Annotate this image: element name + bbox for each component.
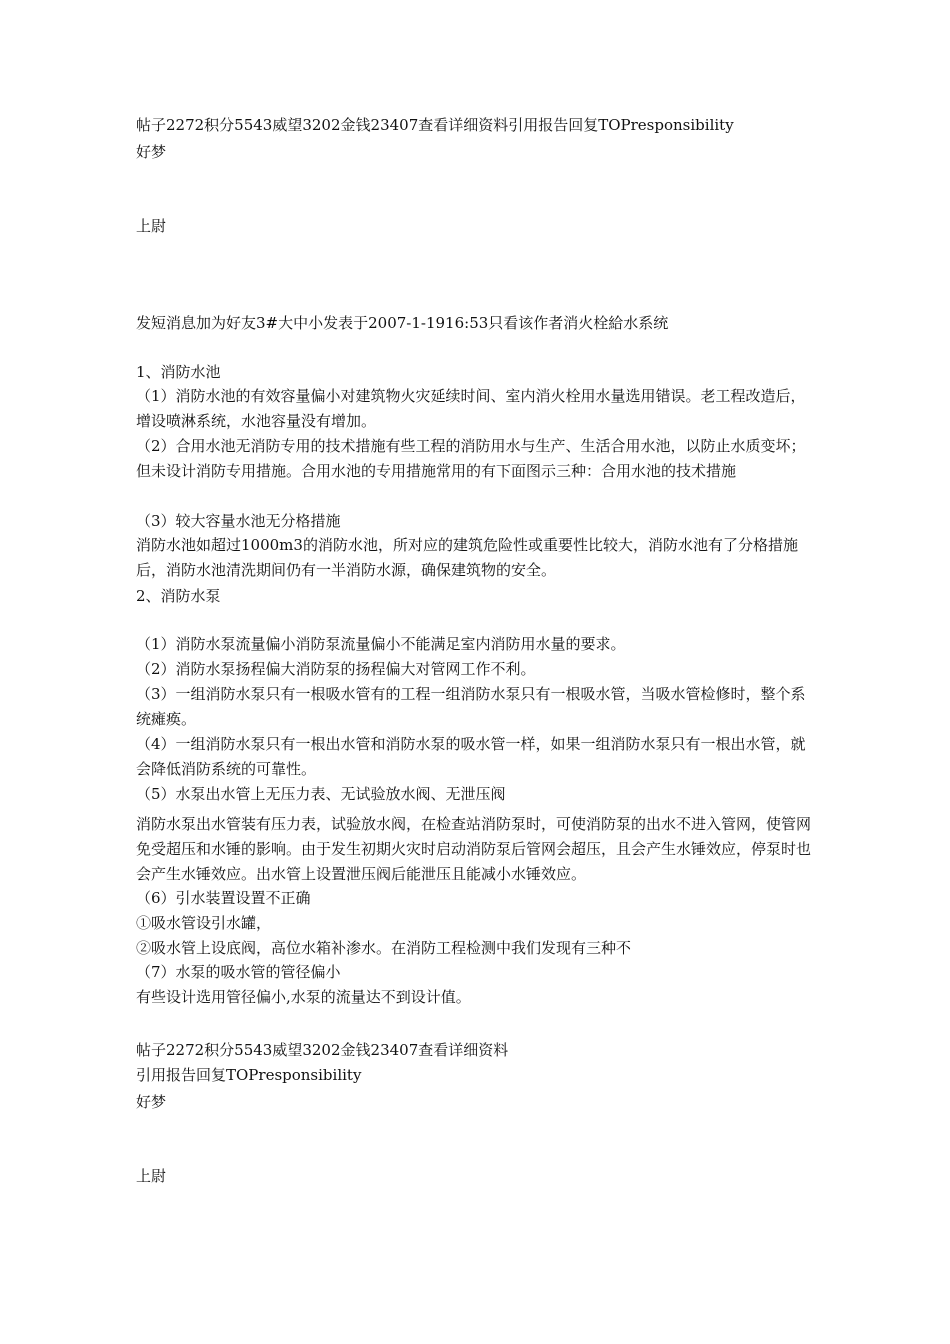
- paragraph: （2）合用水池无消防专用的技术措施有些工程的消防用水与生产、生活合用水池，以防止水质变坏；但未设计消防专用措施。合用水池的专用措施常用的有下面图示三种：合用水池的技术措施: [136, 437, 806, 480]
- paragraph: （5）水泵出水管上无压力表、无试验放水阀、无泄压阀: [136, 785, 506, 803]
- paragraph: （4）一组消防水泵只有一根出水管和消防水泵的吸水管一样，如果一组消防水泵只有一根出水管，就会降低消防系统的可靠性。: [136, 735, 806, 778]
- post1-stats-line: 帖子2272积分5543威望3202金钱23407查看详细资料引用报告回复TOPresponsibility: [136, 116, 734, 134]
- paragraph: （3）较大容量水池无分格措施: [136, 512, 341, 530]
- post2-stats-line: 帖子2272积分5543威望3202金钱23407查看详细资料: [136, 1041, 509, 1059]
- post2-rank: 上尉: [136, 1167, 167, 1185]
- post1-rank: 上尉: [136, 217, 167, 235]
- post1-username: 好梦: [136, 143, 167, 161]
- section-title-pool: 1、消防水池: [136, 363, 221, 381]
- paragraph: （3）一组消防水泵只有一根吸水管有的工程一组消防水泵只有一根吸水管，当吸水管检修时，整个系统瘫痪。: [136, 685, 806, 728]
- paragraph: （1）消防水池的有效容量偏小对建筑物火灾延续时间、室内消火栓用水量选用错误。老工程改造后，增设喷淋系统，水池容量没有增加。: [136, 387, 806, 430]
- paragraph: ②吸水管上设底阀，高位水箱补渗水。在消防工程检测中我们发现有三种不: [136, 939, 632, 957]
- paragraph: （7）水泵的吸水管的管径偏小: [136, 963, 341, 981]
- paragraph: （2）消防水泵扬程偏大消防泵的扬程偏大对管网工作不利。: [136, 660, 536, 678]
- paragraph: （6）引水装置设置不正确: [136, 889, 311, 907]
- section-title-pump: 2、消防水泵: [136, 587, 221, 605]
- paragraph: 消防水泵出水管装有压力表，试验放水阀，在检查站消防泵时，可使消防泵的出水不进入管网，使管网免受超压和水锤的影响。由于发生初期火灾时启动消防泵后管网会超压，且会产生水锤效应，停泵时也会产生水锤效应。出水管上设置泄压阀后能泄压且能减小水锤效应。: [136, 815, 812, 883]
- paragraph: ①吸水管设引水罐，: [136, 914, 272, 932]
- post-header: 发短消息加为好友3#大中小发表于2007-1-1916:53只看该作者消火栓給水系统: [136, 314, 669, 332]
- paragraph: 消防水池如超过1000m3的消防水池，所对应的建筑危险性或重要性比较大，消防水池有了分格措施后，消防水池清洗期间仍有一半消防水源，确保建筑物的安全。: [136, 536, 798, 579]
- paragraph: （1）消防水泵流量偏小消防泵流量偏小不能满足室内消防用水量的要求。: [136, 635, 626, 653]
- post2-actions-line: 引用报告回复TOPresponsibility: [136, 1066, 362, 1084]
- paragraph: 有些设计选用管径偏小,水泵的流量达不到设计值。: [136, 988, 471, 1006]
- post2-username: 好梦: [136, 1093, 167, 1111]
